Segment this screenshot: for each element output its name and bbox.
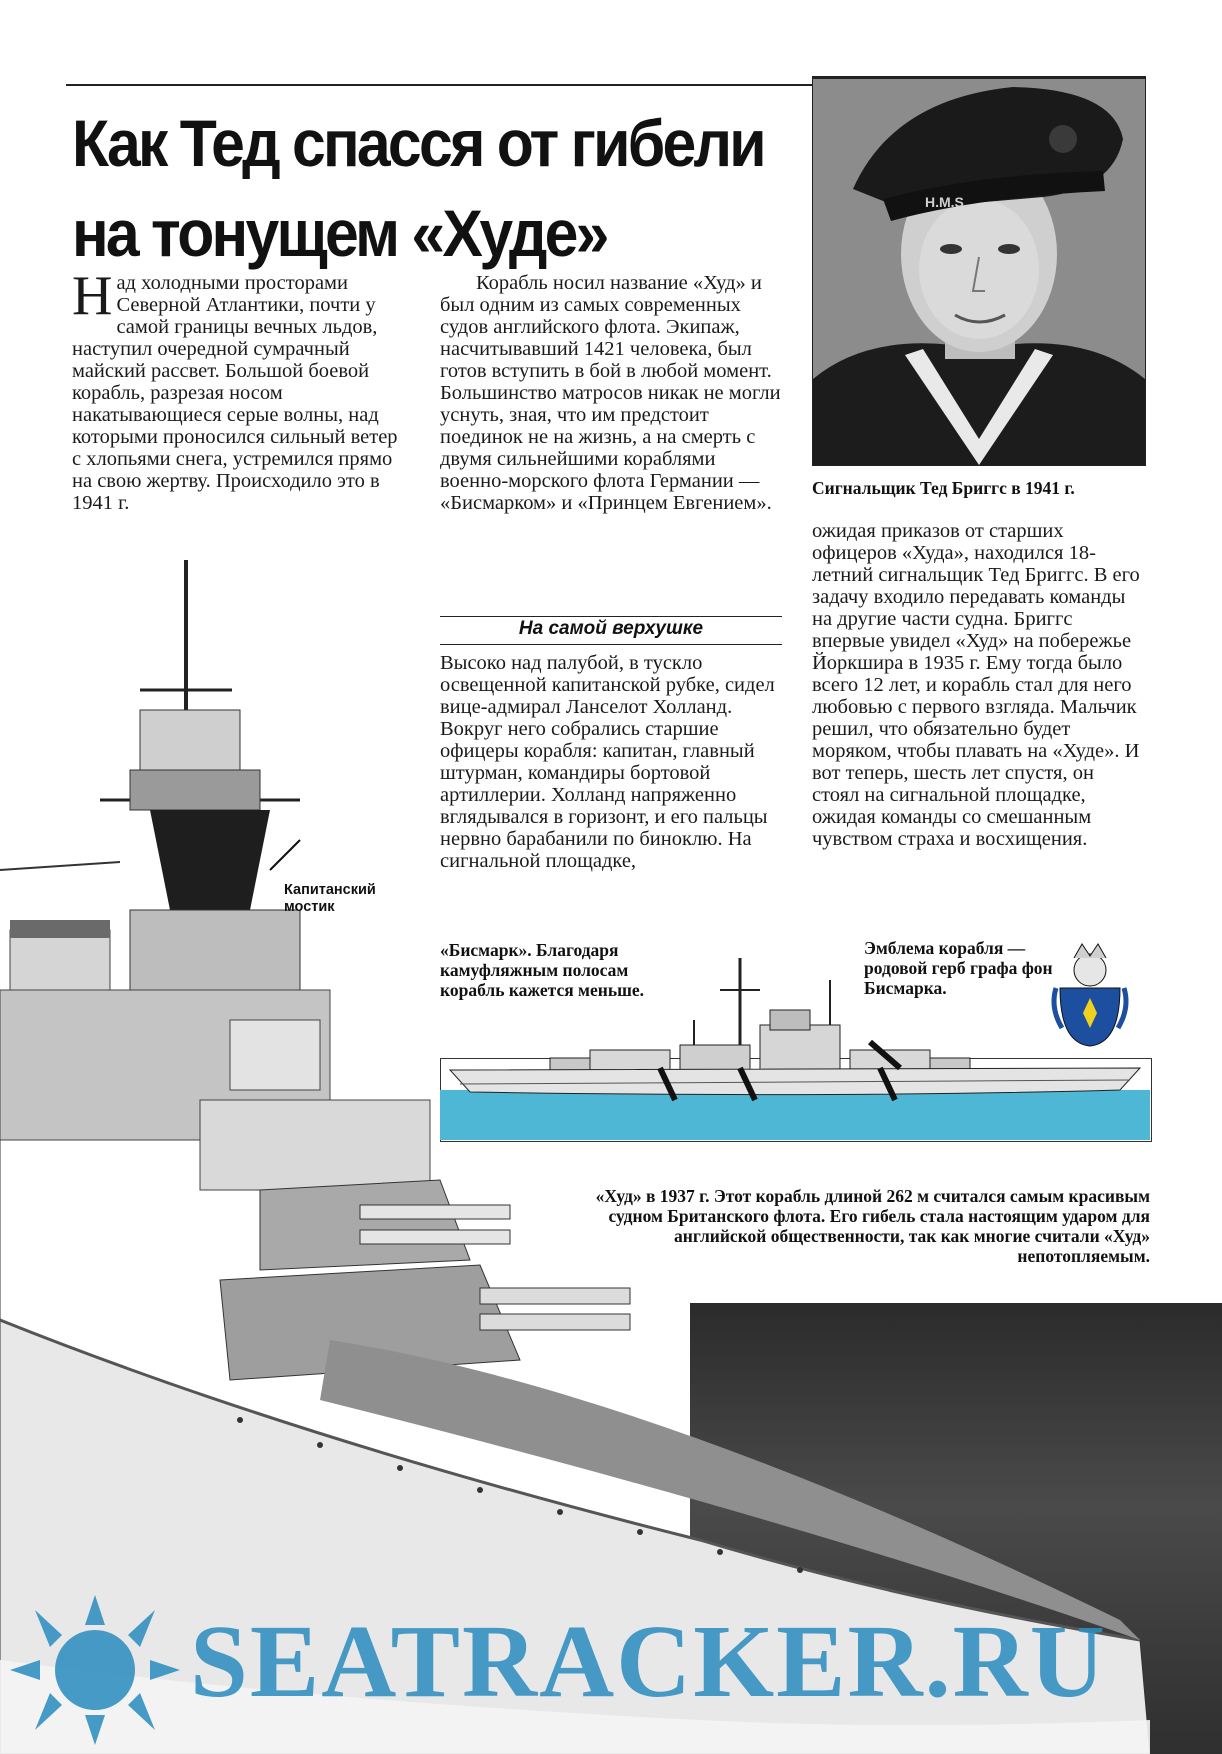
sailor-portrait-image [813, 79, 1145, 465]
sun-logo-icon [10, 1595, 180, 1745]
cap-band-text: H.M.S. [925, 194, 968, 210]
top-rule [66, 84, 812, 86]
bridge-label [284, 882, 376, 916]
bridge-label-line-2: мостик [284, 899, 335, 915]
hood-ship-photo [0, 540, 1150, 1754]
emblem-caption: Эмблема корабля — родовой герб графа фон Бисмарка. [864, 938, 1053, 998]
title-line-2: на тонущем «Худе» [72, 196, 607, 270]
column-1 [72, 265, 410, 514]
portrait-caption: Сигнальщик Тед Бриггс в 1941 г. [812, 478, 1075, 498]
watermark-text: SEATRACKER.RU [190, 1604, 1107, 1719]
article-title [72, 98, 764, 278]
bismarck-caption: «Бисмарк». Благодаря камуфляжным полосам корабль кажется меньше. [440, 940, 645, 1000]
hood-battleship-image [0, 540, 1150, 1754]
drop-cap: Н [72, 265, 113, 327]
column-2-text: Корабль носил название «Худ» и был одним из самых современных судов английского флота. Экипаж, насчитывавший 1421 человека, был готов вступить в бой в любой момент. Большинство матросов никак не могли уснуть, зная, что им предстоит поединок не на жизнь, а на смерть с двумя сильнейшими кораблями военно-морского флота Германии — «Бисмарком» и «Принцем Евгением». [440, 272, 781, 514]
section-subhead: На самой верхушке [518, 618, 704, 639]
hood-caption: «Худ» в 1937 г. Этот корабль длиной 262 м считался самым красивым судном Британского флота. Его гибель стала настоящим ударом для английской общественности, так как многие считали «Худ» непотопляемым. [595, 1186, 1150, 1266]
column-2-text-2: Высоко над палубой, в тускло освещенной капитанской рубке, сидел вице-адмирал Ланселот Холланд. Вокруг него собрались старшие офицеры корабля: капитан, главный штурман, командиры бортовой артиллерии. Холланд напряженно вглядывался в горизонт, и его пальцы нервно барабанили по биноклю. На сигнальной площадке, [440, 652, 775, 872]
bismarck-ship-drawing [440, 950, 1150, 1110]
title-line-1: Как Тед спасся от гибели [72, 106, 764, 180]
column-3-text: ожидая приказов от старших офицеров «Худа», находился 18-летний сигнальщик Тед Бриггс. В его задачу входило передавать команды на другие части судна. Бриггс впервые увидел «Худ» на побережье Йоркшира в 1935 г. Ему тогда было всего 12 лет, и корабль стал для него любовью с первого взгляда. Мальчик решил, что обязательно будет моряком, чтобы плавать на «Худе». И вот теперь, шесть лет спустя, он стоял на сигнальной площадке, ожидая команды со смешанным чувством страха и восхищения. [812, 520, 1140, 850]
column-2 [440, 272, 782, 514]
bridge-label-line-1: Капитанский [284, 882, 376, 898]
column-1-text: ад холодными просторами Северной Атлантики, почти у самой границы вечных льдов, наступил очередной сумрачный майский рассвет. Большой боевой корабль, разрезая носом накатывающиеся серые волны, над которыми проносился сильный ветер с хлопьями снега, устремился прямо на свою жертву. Происходило это в 1941 г. [72, 272, 398, 514]
portrait-photo [812, 78, 1146, 466]
